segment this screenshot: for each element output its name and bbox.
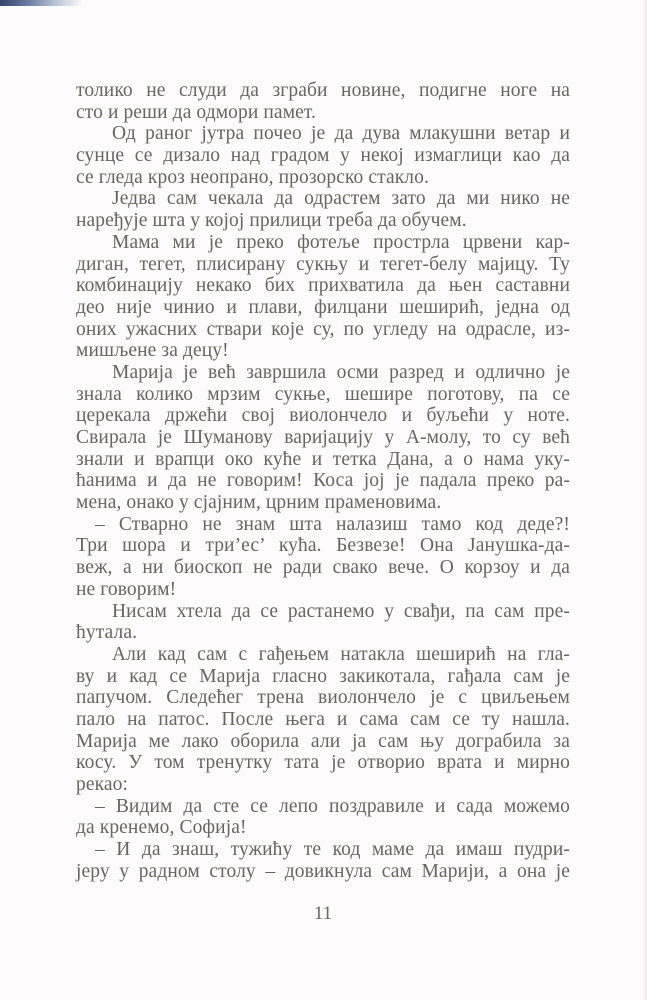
- page-right-edge-shadow: [643, 0, 647, 1000]
- text-line: да кренемо, Софија!: [76, 817, 247, 839]
- text-line: пало на патос. После њега и сама сам се ту нашла.: [76, 708, 570, 730]
- text-line: знали и врапци око куће и тетка Дана, а о нама уку-: [76, 448, 570, 470]
- text-line: оних ужасних ствари које су, по угледу на одрасле, из-: [76, 318, 570, 340]
- text-line: Једва сам чекала да одрастем зато да ми нико не: [112, 188, 570, 210]
- text-line: ву и кад се Марија гласно закикотала, гађала сам је: [76, 665, 570, 687]
- text-line: се гледа кроз неопрано, прозорско стакло.: [76, 166, 429, 188]
- page-number: 11: [313, 903, 333, 924]
- text-line: церекала држећи свој виолончело и буљећи у ноте.: [76, 405, 570, 427]
- text-line: мишљене за децу!: [76, 340, 229, 362]
- text-line: – Стварно не знам шта налазиш тамо код деде?!: [95, 513, 570, 535]
- text-line: сто и реши да одмори памет.: [76, 101, 317, 123]
- text-line: диган, тегет, плисирану сукњу и тегет-белу мајицу. Ту: [76, 253, 570, 275]
- text-line: ћутала.: [76, 622, 138, 644]
- text-line: комбинацију некако бих прихватила да њен саставни: [76, 275, 570, 297]
- text-line: знала колико мрзим сукње, шешире поготову, па се: [76, 383, 570, 405]
- text-line: не говорим!: [76, 578, 177, 600]
- text-line: Нисам хтела да се растанемо у свађи, па сам пре-: [112, 600, 570, 622]
- text-line: Три шора и три’ес’ кућа. Безвезе! Она Јанушка-да-: [76, 535, 570, 557]
- text-line: – Видим да сте се лепо поздравиле и сада можемо: [95, 795, 570, 817]
- text-line: Мама ми је преко фотеље прострла црвени кар-: [112, 231, 570, 253]
- text-line: веж, а ни биоскоп не ради свако вече. О корзоу и да: [76, 557, 570, 579]
- text-line: Свирала је Шуманову варијацију у А-молу, то су већ: [76, 427, 570, 448]
- text-line: папучом. Следећег трена виолончело је с цвиљењем: [76, 687, 570, 709]
- scan-edge-artifact: [0, 0, 100, 6]
- text-line: косу. У том тренутку тата је отворио врата и мирно: [76, 752, 570, 774]
- text-line: Марија је већ завршила осми разред и одлично је: [112, 361, 570, 383]
- text-line: Али кад сам с гађењем натакла шеширић на гла-: [112, 643, 570, 665]
- text-line: Од раног јутра почео је да дува млакушни ветар и: [112, 123, 570, 145]
- text-line: рекао:: [76, 774, 129, 795]
- text-line: наређује шта у којој прилици треба да обучем.: [76, 210, 467, 232]
- text-line: ћанима и да не говорим! Коса јој је падала преко ра-: [76, 470, 570, 492]
- text-line: толико не слуди да зграби новине, подигне ноге на: [76, 80, 570, 101]
- text-line: Марија ме лако оборила али ја сам њу дограбила за: [76, 730, 570, 752]
- body-text: [76, 80, 570, 882]
- text-line: – И да знаш, тужићу те код маме да имаш пудри-: [95, 839, 570, 861]
- text-line: мена, онако у сјајним, црним праменовима.: [76, 492, 442, 514]
- text-line: јеру у радном столу – довикнула сам Марији, а она је: [76, 860, 570, 882]
- text-line: део није чинио и плави, филцани шеширић, једна од: [76, 296, 570, 318]
- text-line: сунце се дизало над градом у некој измаглици као да: [76, 145, 570, 167]
